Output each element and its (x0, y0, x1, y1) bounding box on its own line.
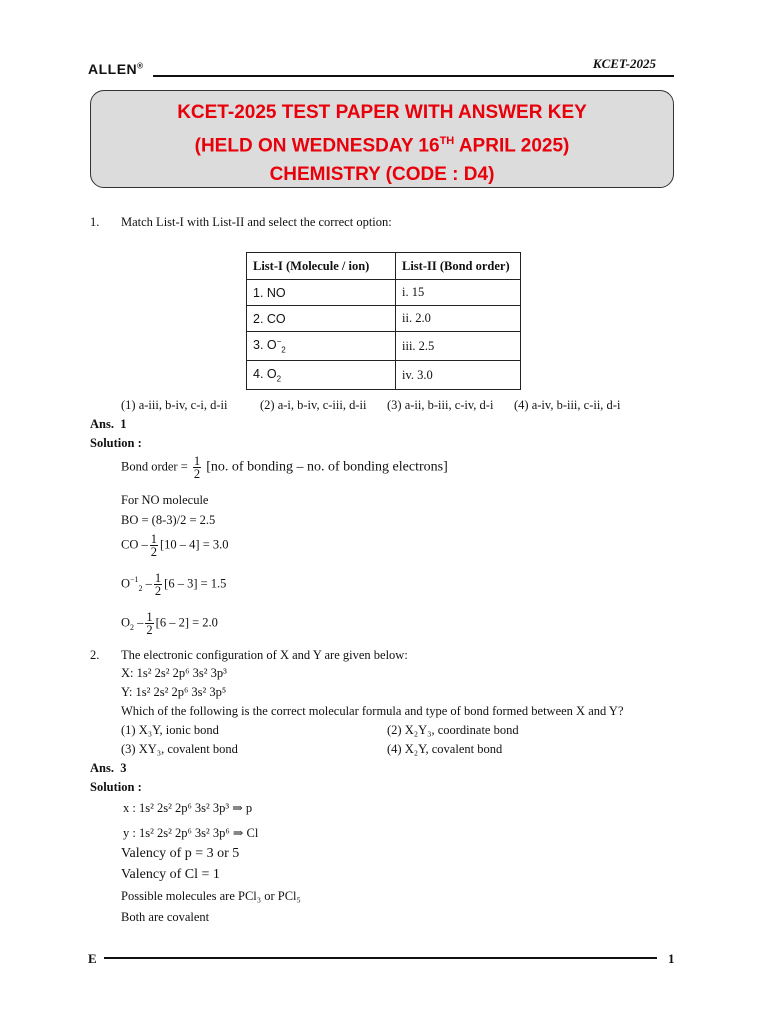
table-header-list1: List-I (Molecule / ion) (247, 253, 396, 280)
q1-option-2: (2) a-i, b-iv, c-iii, d-ii (260, 398, 367, 412)
q1-question: Match List-I with List-II and select the correct option: (121, 215, 392, 229)
footer-rule (104, 957, 657, 959)
table-row (247, 280, 521, 306)
q2-question: The electronic configuration of X and Y are given below: (121, 648, 408, 662)
q1-bond-order-formula: Bond order = $\frac{1}{2}$ [no. of bonding – no. of bonding electrons] (121, 454, 448, 481)
allen-logo: ALLEN® (88, 61, 144, 77)
q2-question-2: Which of the following is the correct molecular formula and type of bond formed between X and Y? (121, 704, 624, 718)
q1-bo-no: BO = (8-3)/2 = 2.5 (121, 513, 216, 527)
q1-bo-o2: $O_2$ – $\frac{1}{2}$ [6 – 2] = 2.0 (121, 610, 218, 637)
q2-y-config: Y: 1s² 2s² 2p⁶ 3s² 3p⁵ (121, 685, 227, 699)
table-row (247, 361, 521, 390)
q1-answer: Ans. 1 (90, 417, 127, 431)
table-cell: ii. 2.0 (396, 306, 521, 332)
table-cell: 1. NO (247, 280, 396, 306)
table-cell: i. 15 (396, 280, 521, 306)
q2-valency-cl: Valency of Cl = 1 (121, 867, 220, 882)
q2-sol-x: x : 1s² 2s² 2p⁶ 3s² 3p³ ⇒ p (123, 801, 253, 815)
q2-both-covalent: Both are covalent (121, 910, 210, 924)
q2-answer: Ans. 3 (90, 761, 127, 775)
table-row (247, 332, 521, 361)
table-cell: 4. $O_2$ (247, 361, 396, 390)
match-table (246, 252, 521, 390)
q2-option-1: (1) X₃Y, ionic bond (121, 723, 219, 737)
page-number: 1 (668, 951, 675, 966)
table-header-row (247, 253, 521, 280)
table-header-list2: List-II (Bond order) (396, 253, 521, 280)
table-cell: iii. 2.5 (396, 332, 521, 361)
q2-solution-label: Solution : (90, 780, 142, 794)
q2-option-3: (3) XY₃, covalent bond (121, 742, 238, 756)
table-row (247, 306, 521, 332)
q2-number: 2. (90, 648, 100, 662)
table-cell: 2. CO (247, 306, 396, 332)
exam-tag: KCET-2025 (592, 56, 656, 71)
q1-option-4: (4) a-iv, b-iii, c-ii, d-i (514, 398, 621, 412)
footer-edition: E (88, 951, 97, 966)
header-rule (153, 75, 674, 77)
q1-bo-co: CO – $\frac{1}{2}$ [10 – 4] = 3.0 (121, 532, 229, 559)
q2-x-config: X: 1s² 2s² 2p⁶ 3s² 3p³ (121, 666, 227, 680)
q1-option-1: (1) a-iii, b-iv, c-i, d-ii (121, 398, 228, 412)
q2-option-4: (4) X₂Y, covalent bond (387, 742, 503, 756)
title-box (90, 90, 674, 188)
q1-solution-label: Solution : (90, 436, 142, 450)
table-cell: iv. 3.0 (396, 361, 521, 390)
q2-valency-p: Valency of p = 3 or 5 (121, 846, 240, 861)
title-line-1: KCET-2025 TEST PAPER WITH ANSWER KEY (177, 102, 587, 123)
q1-number: 1. (90, 215, 100, 229)
table-cell: 3. $O^-_2$ (247, 332, 396, 361)
title-line-3: CHEMISTRY (CODE : D4) (269, 164, 495, 186)
q1-for-no: For NO molecule (121, 493, 209, 507)
title-line-2: (HELD ON WEDNESDAY 16TH APRIL 2025) (194, 135, 570, 157)
q2-option-2: (2) X₂Y₃, coordinate bond (387, 723, 519, 737)
q2-sol-y: y : 1s² 2s² 2p⁶ 3s² 3p⁶ ⇒ Cl (123, 826, 259, 840)
q1-bo-o2-minus: $O^{-1}_2$ – $\frac{1}{2}$ [6 – 3] = 1.5 (121, 571, 227, 598)
q1-option-3: (3) a-ii, b-iii, c-iv, d-i (387, 398, 494, 412)
q2-possible-molecules: Possible molecules are PCl₃ or PCl₅ (121, 889, 301, 903)
